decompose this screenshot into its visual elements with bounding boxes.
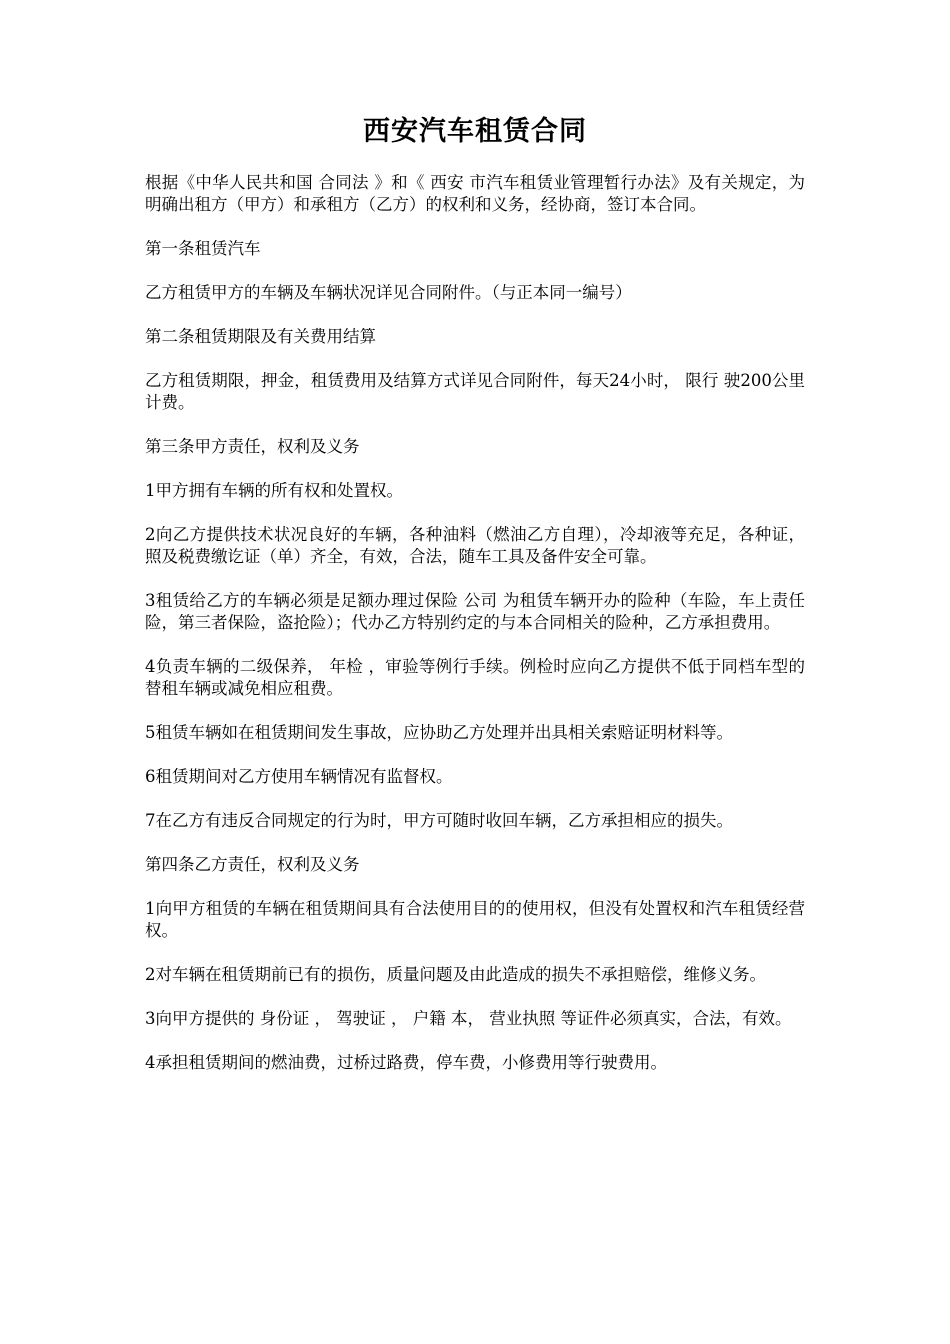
paragraph-preamble: 根据《中华人民共和国 合同法 》和《 西安 市汽车租赁业管理暂行办法》及有关规定，为明确出租方（甲方）和承租方（乙方）的权利和义务，经协商，签订本合同。	[145, 173, 805, 214]
article-2-heading: 第二条租赁期限及有关费用结算	[145, 327, 376, 346]
document-title: 西安汽车租赁合同	[363, 116, 587, 147]
article-1-text: 乙方租赁甲方的车辆及车辆状况详见合同附件。（与正本同一编号）	[145, 283, 632, 302]
article-4-item-1: 1向甲方租赁的车辆在租赁期间具有合法使用目的的使用权，但没有处置权和汽车租赁经营权。	[145, 899, 805, 940]
article-3-item-4: 4负责车辆的二级保养， 年检 ，审验等例行手续。例检时应向乙方提供不低于同档车型的替租车辆或减免相应租费。	[145, 657, 805, 698]
article-4-item-4: 4承担租赁期间的燃油费，过桥过路费，停车费，小修费用等行驶费用。	[145, 1053, 667, 1072]
article-3-item-1: 1甲方拥有车辆的所有权和处置权。	[145, 481, 403, 500]
article-3-heading: 第三条甲方责任，权利及义务	[145, 437, 360, 456]
article-2-text: 乙方租赁期限，押金，租赁费用及结算方式详见合同附件，每天24小时， 限行 驶200公里计费。	[145, 371, 805, 412]
article-3-item-5: 5租赁车辆如在租赁期间发生事故，应协助乙方处理并出具相关索赔证明材料等。	[145, 723, 733, 742]
article-3-item-3: 3租赁给乙方的车辆必须是足额办理过保险 公司 为租赁车辆开办的险种（车险，车上责任险，第三者保险，盗抢险）；代办乙方特别约定的与本合同相关的险种，乙方承担费用。	[145, 591, 805, 632]
article-1-heading: 第一条租赁汽车	[145, 239, 261, 258]
article-3-item-2: 2向乙方提供技术状况良好的车辆，各种油料（燃油乙方自理），冷却液等充足，各种证，照及税费缴讫证（单）齐全，有效，合法，随车工具及备件安全可靠。	[145, 525, 805, 566]
article-4-item-2: 2对车辆在租赁期前已有的损伤，质量问题及由此造成的损失不承担赔偿，维修义务。	[145, 965, 766, 984]
article-3-item-6: 6租赁期间对乙方使用车辆情况有监督权。	[145, 767, 453, 786]
document-body	[145, 172, 805, 1096]
article-4-item-3: 3向甲方提供的 身份证 ， 驾驶证 ， 户籍 本， 营业执照 等证件必须真实，合法，有效。	[145, 1009, 792, 1028]
article-3-item-7: 7在乙方有违反合同规定的行为时，甲方可随时收回车辆，乙方承担相应的损失。	[145, 811, 733, 830]
article-4-heading: 第四条乙方责任，权利及义务	[145, 855, 360, 874]
